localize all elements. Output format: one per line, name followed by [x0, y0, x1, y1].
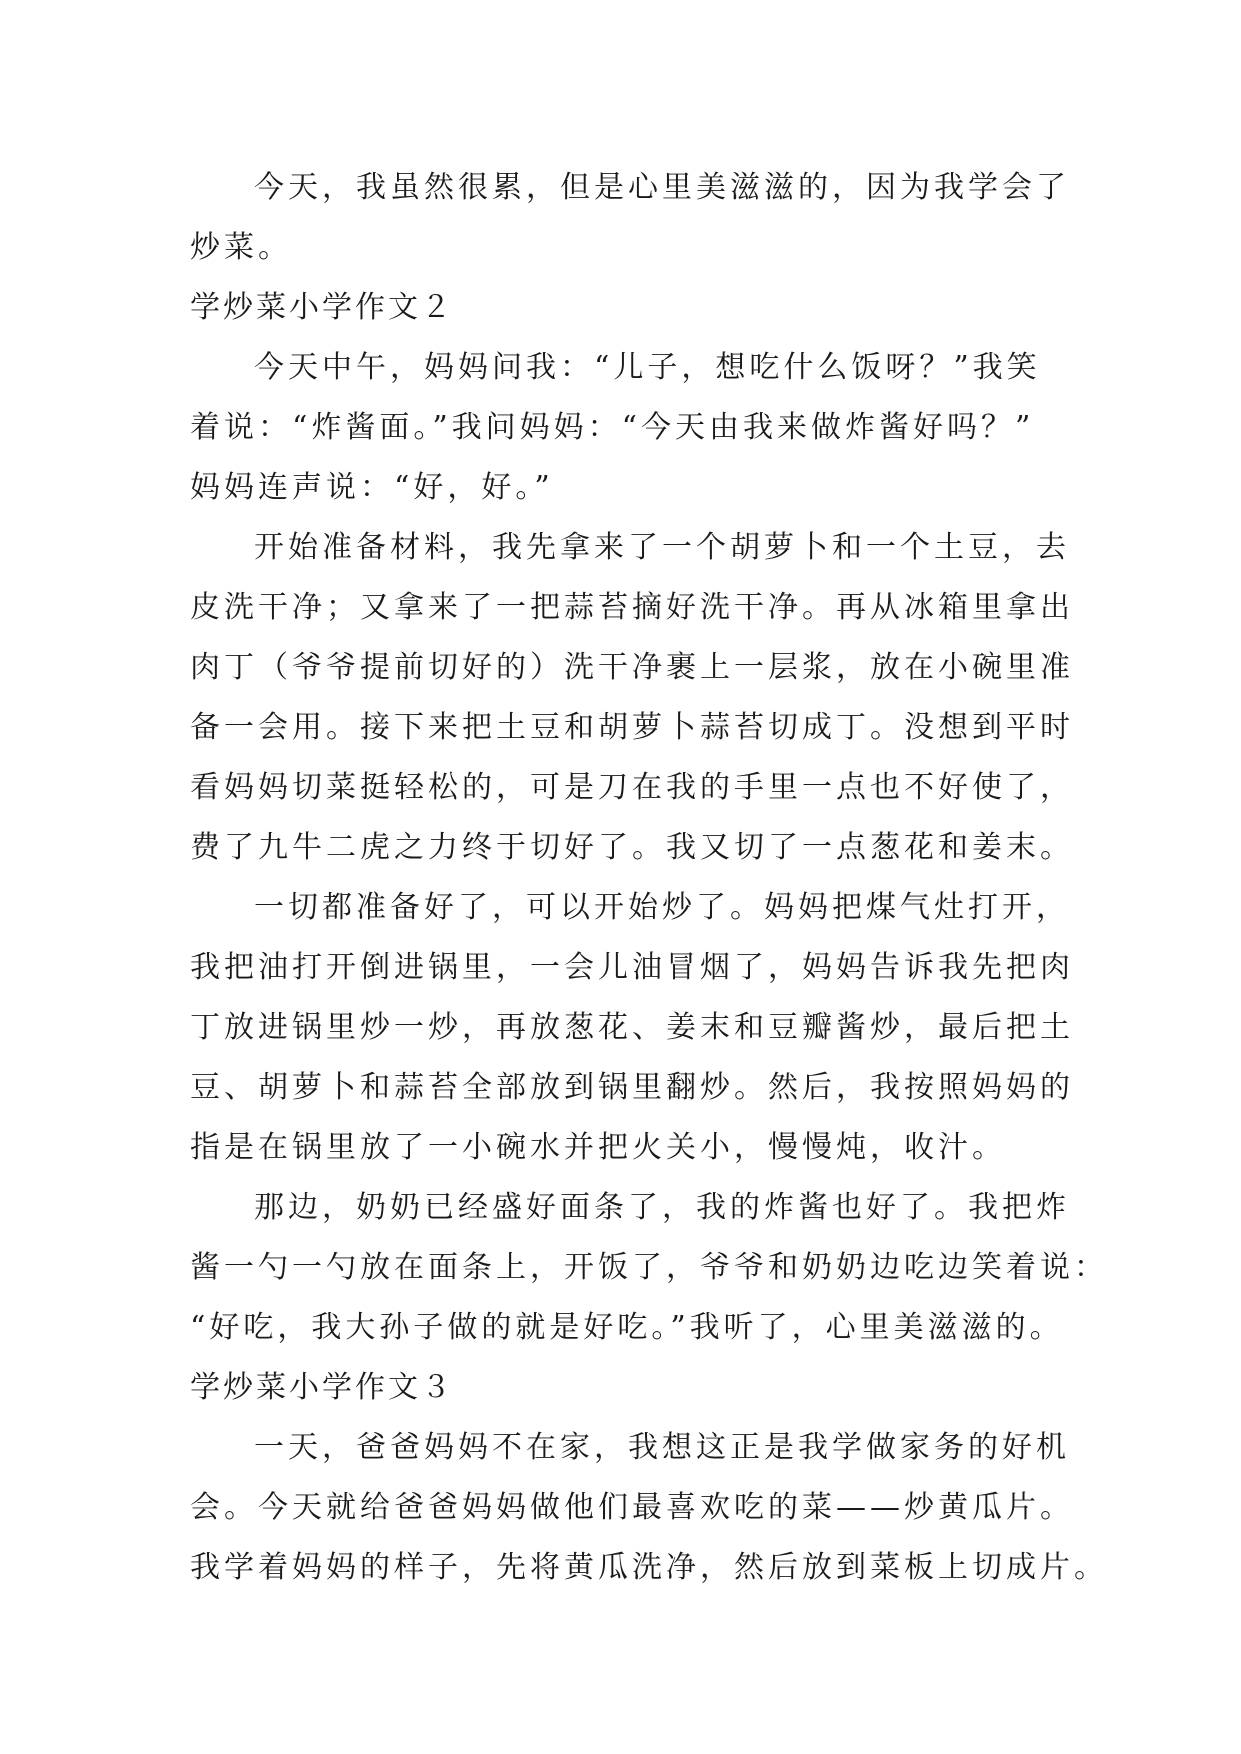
text-line: 看妈妈切菜挺轻松的，可是刀在我的手里一点也不好使了， [190, 770, 1074, 805]
paragraph [190, 1418, 1108, 1598]
text-line: 会。今天就给爸爸妈妈做他们最喜欢吃的菜——炒黄瓜片。 [190, 1490, 1074, 1525]
text-line: 肉丁（爷爷提前切好的）洗干净裹上一层浆，放在小碗里准 [190, 650, 1074, 685]
text-line: 炒菜。 [190, 230, 292, 265]
text-line: 酱一勺一勺放在面条上，开饭了，爷爷和奶奶边吃边笑着说： [190, 1250, 1108, 1285]
paragraph [190, 518, 1074, 878]
text-line: 皮洗干净；又拿来了一把蒜苔摘好洗干净。再从冰箱里拿出 [190, 590, 1074, 625]
text-line: 今天中午，妈妈问我：“儿子，想吃什么饭呀？”我笑 [254, 350, 1041, 385]
text-line: “好吃，我大孙子做的就是好吃。”我听了，心里美滋滋的。 [190, 1310, 1064, 1345]
text-line: 着说：“炸酱面。”我问妈妈：“今天由我来做炸酱好吗？” [190, 410, 1035, 445]
text-line: 今天，我虽然很累，但是心里美滋滋的，因为我学会了 [254, 170, 1070, 205]
text-line: 丁放进锅里炒一炒，再放葱花、姜末和豆瓣酱炒，最后把土 [190, 1010, 1074, 1045]
text-line: 备一会用。接下来把土豆和胡萝卜蒜苔切成丁。没想到平时 [190, 710, 1074, 745]
text-line: 豆、胡萝卜和蒜苔全部放到锅里翻炒。然后，我按照妈妈的 [190, 1070, 1074, 1105]
document-page [190, 158, 1108, 1598]
text-line: 一切都准备好了，可以开始炒了。妈妈把煤气灶打开， [254, 890, 1070, 925]
paragraph [190, 878, 1074, 1178]
section-heading: 学炒菜小学作文２ [190, 290, 454, 325]
text-line: 费了九牛二虎之力终于切好了。我又切了一点葱花和姜末。 [190, 830, 1074, 865]
text-line: 我把油打开倒进锅里，一会儿油冒烟了，妈妈告诉我先把肉 [190, 950, 1074, 985]
paragraph [190, 1178, 1108, 1358]
text-line: 我学着妈妈的样子，先将黄瓜洗净，然后放到菜板上切成片。 [190, 1550, 1108, 1585]
text-line: 妈妈连声说：“好，好。” [190, 470, 554, 505]
text-line: 那边，奶奶已经盛好面条了，我的炸酱也好了。我把炸 [254, 1190, 1070, 1225]
text-line: 一天，爸爸妈妈不在家，我想这正是我学做家务的好机 [254, 1430, 1070, 1465]
section-heading: 学炒菜小学作文３ [190, 1370, 454, 1405]
text-line: 开始准备材料，我先拿来了一个胡萝卜和一个土豆，去 [254, 530, 1070, 565]
text-line: 指是在锅里放了一小碗水并把火关小，慢慢炖，收汁。 [190, 1130, 1006, 1165]
paragraph [190, 158, 1070, 278]
paragraph [190, 338, 1056, 518]
